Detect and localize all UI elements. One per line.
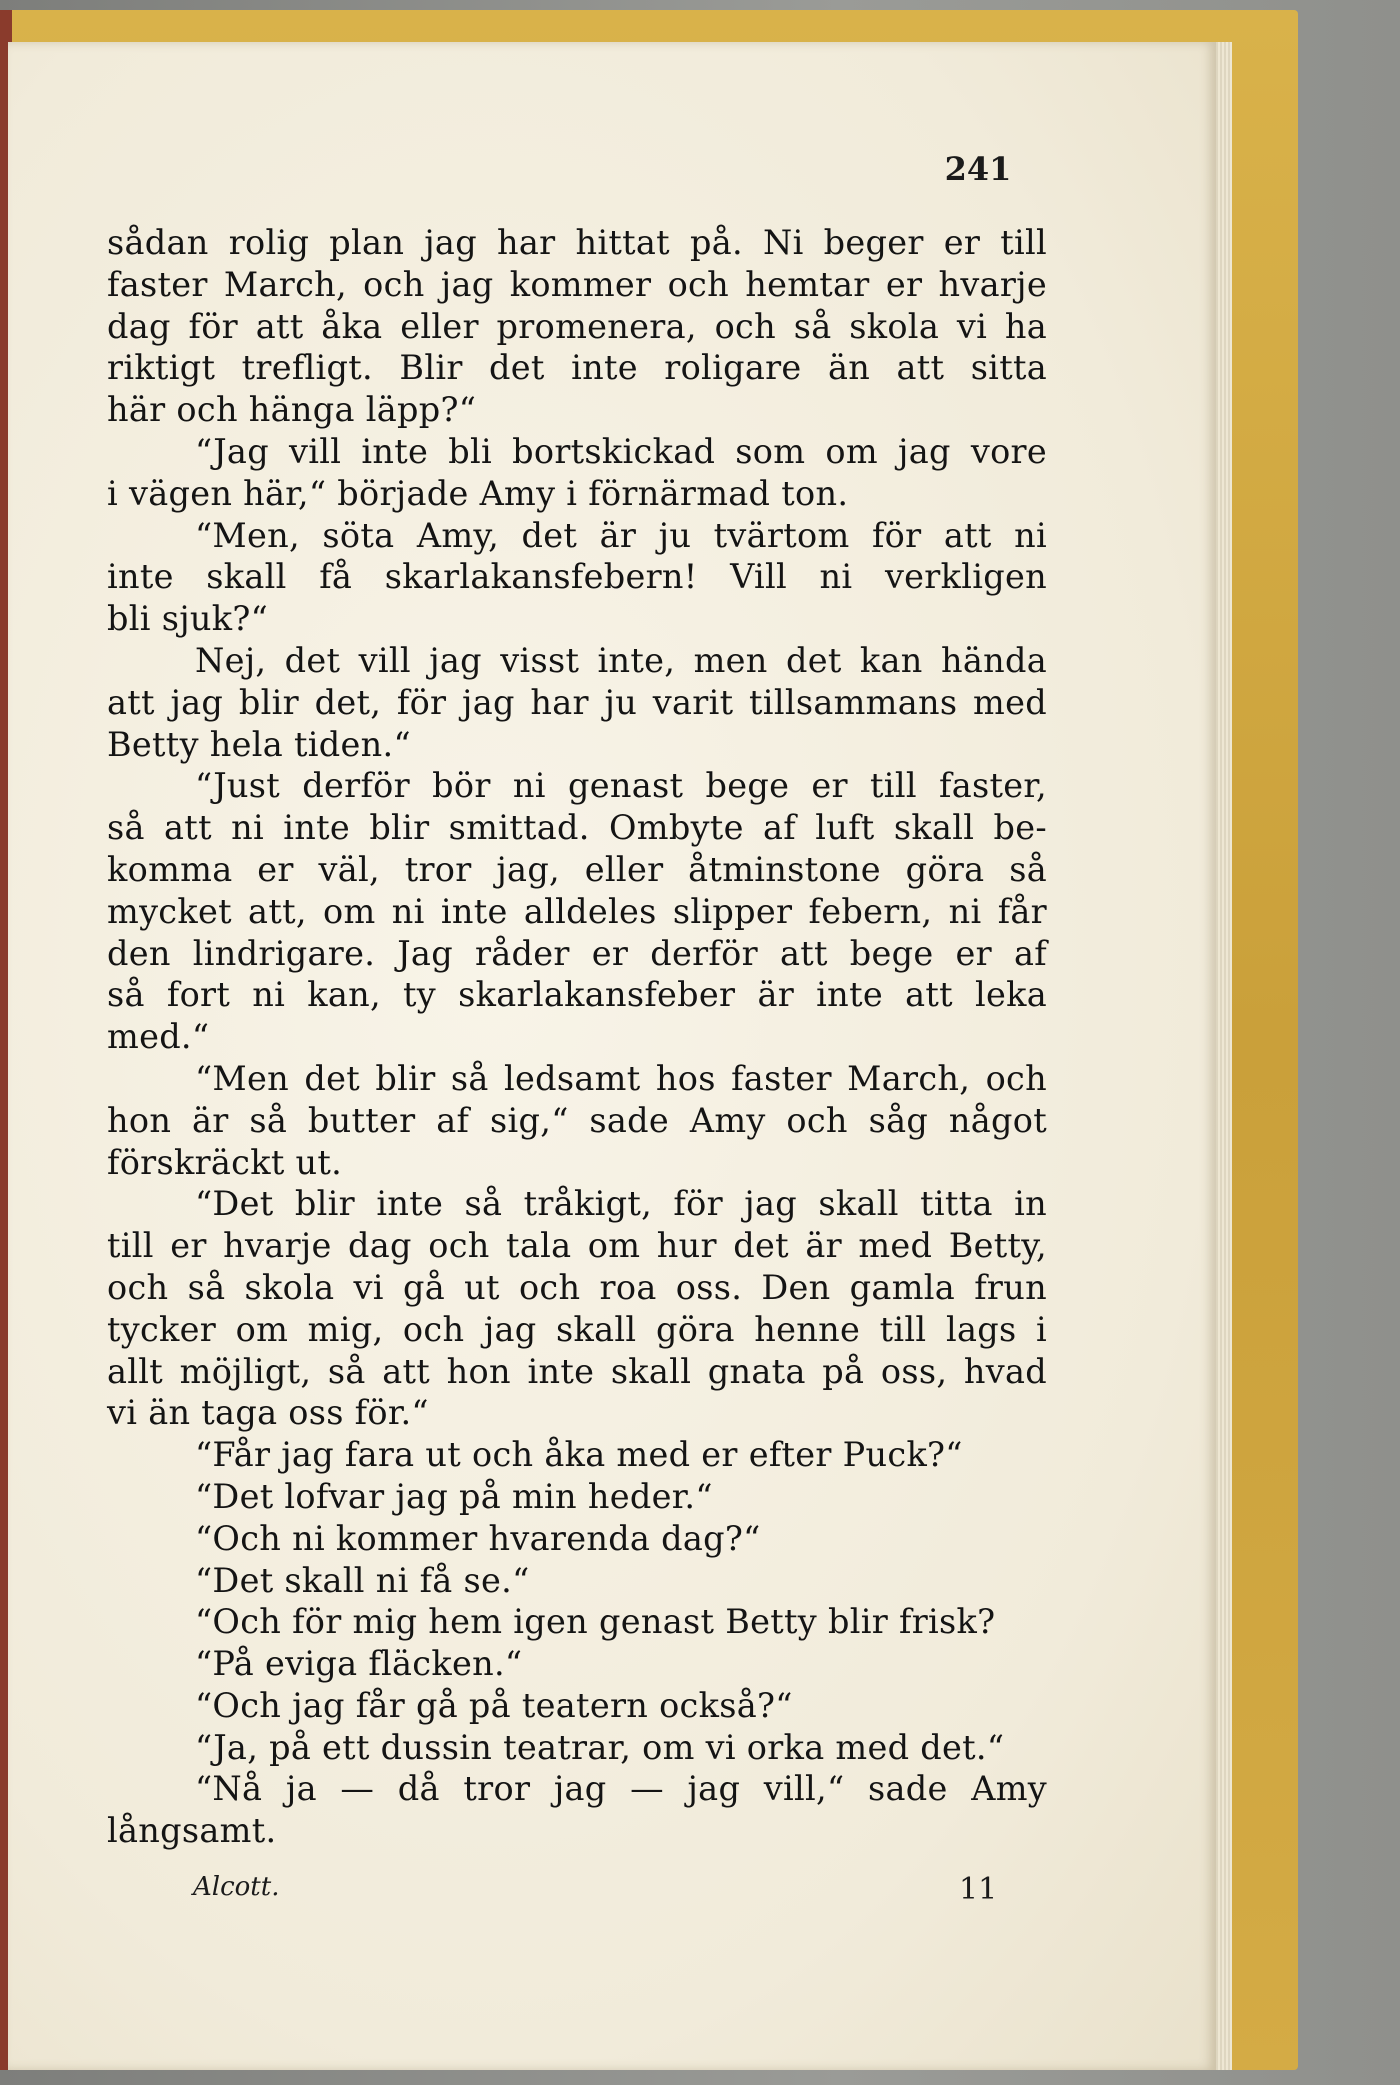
text-line: att jag blir det, för jag har ju varit tillsammans med [107, 682, 1047, 722]
text-line: till er hvarje dag och tala om hur det är med Betty, [107, 1226, 1047, 1266]
text-line: “Och ni kommer hvarenda dag?“ [195, 1518, 761, 1558]
text-line: “Det skall ni få se.“ [195, 1560, 530, 1600]
text-line: den lindrigare. Jag råder er derför att bege er af [107, 933, 1047, 973]
text-line: så att ni inte blir smittad. Ombyte af luft skall be- [107, 808, 1047, 848]
body-text [107, 222, 1047, 1852]
sheet-number: 11 [959, 1872, 998, 1907]
text-line: “Nå ja — då tror jag — jag vill,“ sade Amy [195, 1769, 1047, 1809]
text-line: “På eviga fläcken.“ [195, 1644, 523, 1684]
text-line: “Men det blir så ledsamt hos faster March, och [195, 1058, 1047, 1098]
text-line: “Jag vill inte bli bortskickad som om jag vore [195, 431, 1047, 471]
text-line: förskräckt ut. [107, 1142, 343, 1182]
text-line: “Får jag fara ut och åka med er efter Puck?“ [195, 1435, 963, 1475]
text-line: långsamt. [107, 1811, 277, 1851]
text-line: sådan rolig plan jag har hittat på. Ni beger er till [107, 223, 1047, 262]
text-line: riktigt trefligt. Blir det inte roligare än att sitta [107, 348, 1047, 388]
text-line: och så skola vi gå ut och roa oss. Den gamla frun [107, 1267, 1047, 1307]
page-number: 241 [944, 150, 1012, 188]
text-line: allt möjligt, så att hon inte skall gnata på oss, hvad [107, 1351, 1047, 1391]
text-line: “Just derför bör ni genast bege er till faster, [195, 766, 1047, 806]
text-line: tycker om mig, och jag skall göra henne till lags i [107, 1309, 1047, 1349]
text-line: i vägen här,“ började Amy i förnärmad ton. [107, 473, 849, 513]
text-line: “Det lofvar jag på min heder.“ [195, 1476, 713, 1516]
text-line: mycket att, om ni inte alldeles slipper febern, ni får [107, 891, 1047, 931]
text-line: dag för att åka eller promenera, och så skola vi ha [107, 306, 1047, 346]
text-line: så fort ni kan, ty skarlakansfeber är inte att leka [107, 975, 1047, 1015]
text-line: Betty hela tiden.“ [107, 724, 411, 764]
text-line: hon är så butter af sig,“ sade Amy och såg något [107, 1100, 1047, 1140]
page-footer [107, 1872, 1007, 1912]
text-line: “Och jag får gå på teatern också?“ [195, 1685, 793, 1725]
text-line: vi än taga oss för.“ [107, 1393, 429, 1433]
text-line: “Ja, på ett dussin teatrar, om vi orka med det.“ [195, 1727, 1005, 1767]
text-line: inte skall få skarlakansfebern! Vill ni verkligen [107, 557, 1047, 597]
text-line: här och hänga läpp?“ [107, 390, 477, 430]
text-line: “Men, söta Amy, det är ju tvärtom för att ni [195, 515, 1047, 555]
text-line: Nej, det vill jag visst inte, men det kan hända [195, 640, 1047, 680]
text-line: “Och för mig hem igen genast Betty blir frisk? [195, 1602, 996, 1642]
text-line: bli sjuk?“ [107, 599, 269, 639]
text-line: faster March, och jag kommer och hemtar er hvarje [107, 264, 1047, 304]
text-line: “Det blir inte så tråkigt, för jag skall titta in [195, 1184, 1047, 1224]
text-line: med.“ [107, 1017, 210, 1057]
text-line: komma er väl, tror jag, eller åtminstone göra så [107, 849, 1047, 889]
printer-signature: Alcott. [193, 1872, 280, 1902]
